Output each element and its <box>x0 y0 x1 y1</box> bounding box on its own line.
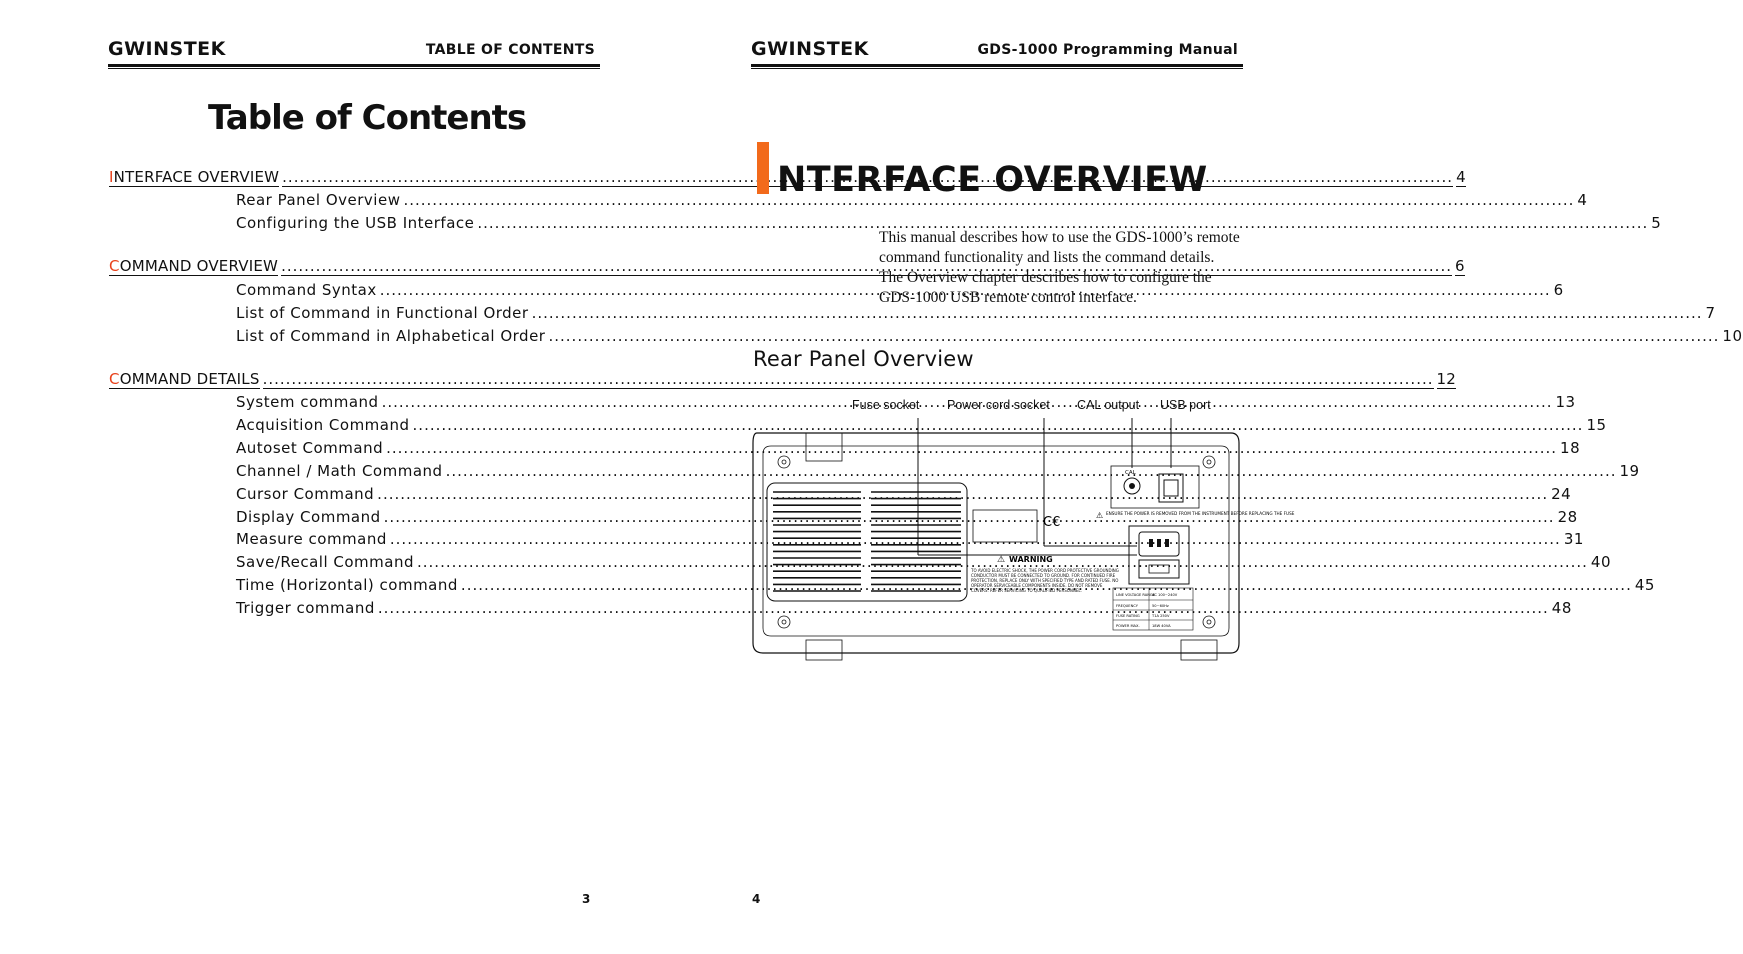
toc-page-number: 31 <box>1563 530 1584 549</box>
cal-text: CAL <box>1125 470 1136 476</box>
toc-page-number: 18 <box>1560 438 1581 457</box>
toc-page-number: 12 <box>1436 370 1456 388</box>
toc-entry-label: Measure command <box>236 530 387 549</box>
toc-entry[interactable] <box>236 484 1572 503</box>
header-rule <box>751 64 1243 67</box>
toc-chapter-label <box>109 257 278 276</box>
toc-page-number: 5 <box>1651 213 1662 232</box>
toc-entry[interactable] <box>236 213 1662 232</box>
toc-entry[interactable] <box>236 326 1743 345</box>
toc-page-number: 4 <box>1456 168 1466 186</box>
usb-port-icon <box>1159 474 1183 502</box>
chapter-title <box>777 160 1208 200</box>
toc-page-number: 7 <box>1705 303 1716 322</box>
toc-chapter-text: OMMAND OVERVIEW <box>119 257 279 275</box>
gwinstek-logo: GWINSTEK <box>751 38 869 60</box>
toc-entry-label: Display Command <box>236 507 381 526</box>
section-title: Rear Panel Overview <box>753 347 974 371</box>
toc-entry-label: Acquisition Command <box>236 415 410 434</box>
power-cord-socket-icon <box>1129 526 1189 584</box>
toc-entry-label: Command Syntax <box>236 281 377 299</box>
fuse-socket-icon <box>1139 560 1179 578</box>
toc-chapter-entry[interactable] <box>109 168 1466 187</box>
rating-cell: 50~60Hz <box>1152 604 1169 608</box>
toc-entry-label: Save/Recall Command <box>236 553 414 572</box>
toc-page-number: 48 <box>1551 599 1572 618</box>
toc-entry-label: Time (Horizontal) command <box>236 576 458 595</box>
toc-entry-label: Configuring the USB Interface <box>236 213 475 232</box>
fuse-notice: ENSURE THE POWER IS REMOVED FROM THE INSTRUMENT BEFORE REPLACING THE FUSE <box>1106 511 1295 516</box>
toc-chapter-text: NTERFACE OVERVIEW <box>113 168 280 186</box>
toc-entry-label: List of Command in Functional Order <box>236 303 529 322</box>
chapter-title-text: NTERFACE OVERVIEW <box>777 160 1208 200</box>
toc-page-number: 6 <box>1553 281 1564 299</box>
toc-chapter-initial: C <box>109 257 120 275</box>
header-title: TABLE OF CONTENTS <box>425 42 595 58</box>
toc-entry[interactable] <box>236 303 1716 322</box>
rear-panel-diagram <box>751 418 1295 663</box>
caution-icon: ⚠ <box>1096 511 1104 520</box>
label-cal-output: CAL output <box>1077 398 1140 412</box>
chapter-accent-bar <box>757 142 769 194</box>
gwinstek-logo: GWINSTEK <box>108 38 226 60</box>
rating-cell: AC 100~240V <box>1152 593 1178 597</box>
page-number: 4 <box>752 892 761 906</box>
warning-text: TO AVOID ELECTRIC SHOCK, THE POWER CORD PROTECTIVE GROUNDING CONDUCTOR MUST BE CONNECTED TO GROUND. FOR CONTINUED FIRE PROTECTION, REPLACE ONLY WITH SPECIFIED TYPE AND RATED FUSE. NO OPERATOR SERVICEABLE COMPONENTS INSIDE. DO NOT REMOVE COVERS. REFER SERVICING TO QUALIFIED PERSONNEL. <box>971 568 1119 593</box>
toc-chapter-entry[interactable] <box>109 370 1456 389</box>
toc-page-number: 28 <box>1557 507 1578 526</box>
toc-entry[interactable] <box>236 530 1584 549</box>
page-number: 3 <box>582 892 591 906</box>
rating-table <box>1113 588 1193 630</box>
vent-grille <box>767 483 967 601</box>
toc-entry-label: Rear Panel Overview <box>236 191 401 209</box>
toc-page-number: 45 <box>1634 576 1655 595</box>
rating-cell: LINE VOLTAGE RANGE <box>1116 593 1155 597</box>
toc-page-number: 15 <box>1586 415 1607 434</box>
header-rule <box>108 64 600 67</box>
header-rule-thin <box>751 68 1243 69</box>
toc-title: Table of Contents <box>208 98 527 138</box>
rating-cell: T1A 250V <box>1152 614 1170 618</box>
toc-entry[interactable] <box>236 191 1588 209</box>
toc-page-number: 4 <box>1577 191 1588 209</box>
toc-entry-label: Trigger command <box>236 599 375 618</box>
toc-page-number: 13 <box>1555 393 1576 411</box>
toc-entry-label: Channel / Math Command <box>236 461 443 480</box>
warning-icon: ⚠ <box>997 555 1006 565</box>
label-fuse-socket: Fuse socket <box>852 398 920 412</box>
toc-page-number: 19 <box>1619 461 1640 480</box>
label-usb-port: USB port <box>1160 398 1211 412</box>
toc-entry[interactable] <box>236 438 1581 457</box>
toc-entry-label: Autoset Command <box>236 438 384 457</box>
toc-chapter-label <box>109 370 260 389</box>
toc-entry[interactable] <box>236 415 1607 434</box>
toc-entry-label: Cursor Command <box>236 484 375 503</box>
right-page <box>675 0 1350 954</box>
toc-page-number: 6 <box>1454 257 1465 275</box>
toc-entry-label: System command <box>236 393 379 411</box>
warning-title: WARNING <box>1009 555 1053 564</box>
toc-chapter-entry[interactable] <box>109 257 1465 276</box>
toc-chapter-initial: C <box>109 370 120 388</box>
toc-page-number: 40 <box>1590 553 1612 572</box>
toc-chapter-label <box>109 168 279 187</box>
toc-chapter-initial: I <box>109 168 114 186</box>
header-rule-thin <box>108 68 600 69</box>
ce-mark: C€ <box>1043 515 1061 530</box>
header-title: GDS-1000 Programming Manual <box>977 42 1238 58</box>
toc-entry-label: List of Command in Alphabetical Order <box>236 326 546 345</box>
intro-paragraph: This manual describes how to use the GDS-1000’s remote command functionality and lists the command details. The Overview chapter describes how to configure the GDS-1000 USB remote control interface. <box>879 229 1240 306</box>
label-power-cord-socket: Power cord socket <box>947 398 1050 412</box>
toc-entry[interactable] <box>236 281 1564 299</box>
rating-cell: POWER MAX. <box>1116 624 1140 628</box>
toc-chapter-text: OMMAND DETAILS <box>119 370 260 388</box>
rating-cell: FREQUENCY <box>1116 604 1138 608</box>
rating-cell: FUSE RATING <box>1116 614 1140 618</box>
toc-page-number: 10 <box>1722 326 1743 345</box>
rating-cell: 18W 40VA <box>1152 624 1171 628</box>
toc-page-number: 24 <box>1551 484 1572 503</box>
